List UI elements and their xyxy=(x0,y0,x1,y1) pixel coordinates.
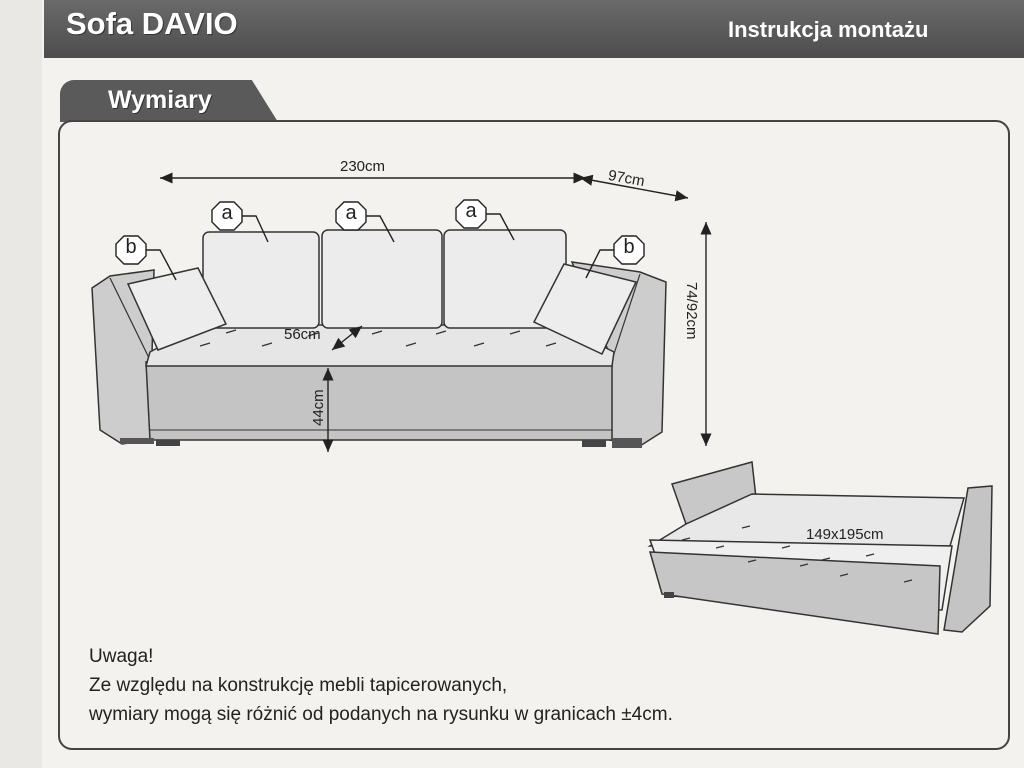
callout-b-1: b xyxy=(125,236,137,258)
sofa-front-view xyxy=(92,230,666,448)
section-tab-label: Wymiary xyxy=(108,86,212,114)
callout-a-3: a xyxy=(465,200,477,222)
tolerance-note xyxy=(89,642,809,729)
note-line-1: Ze względu na konstrukcję mebli tapicerowanych, xyxy=(89,675,508,696)
callout-b-2: b xyxy=(623,236,635,258)
callout-a-1: a xyxy=(221,202,233,224)
dimension-depth-label: 97cm xyxy=(606,166,646,191)
dimension-height-label: 74/92cm xyxy=(683,282,700,340)
dimension-seat-depth-label: 56cm xyxy=(284,326,321,343)
sofa-base xyxy=(146,362,612,440)
back-cushion-2 xyxy=(322,230,442,328)
dimension-seat-height-label: 44cm xyxy=(310,389,327,426)
page-subtitle: Instrukcja montażu xyxy=(728,17,929,42)
page-title: Sofa DAVIO xyxy=(66,6,238,41)
sofa-bed-view xyxy=(650,462,992,634)
callout-a-2: a xyxy=(345,202,357,224)
dimension-sleeping-area-label: 149x195cm xyxy=(806,526,884,543)
dimension-width-label: 230cm xyxy=(340,158,386,175)
note-line-2: wymiary mogą się różnić od podanych na rysunku w granicach ±4cm. xyxy=(89,704,673,725)
note-heading: Uwaga! xyxy=(89,646,154,667)
